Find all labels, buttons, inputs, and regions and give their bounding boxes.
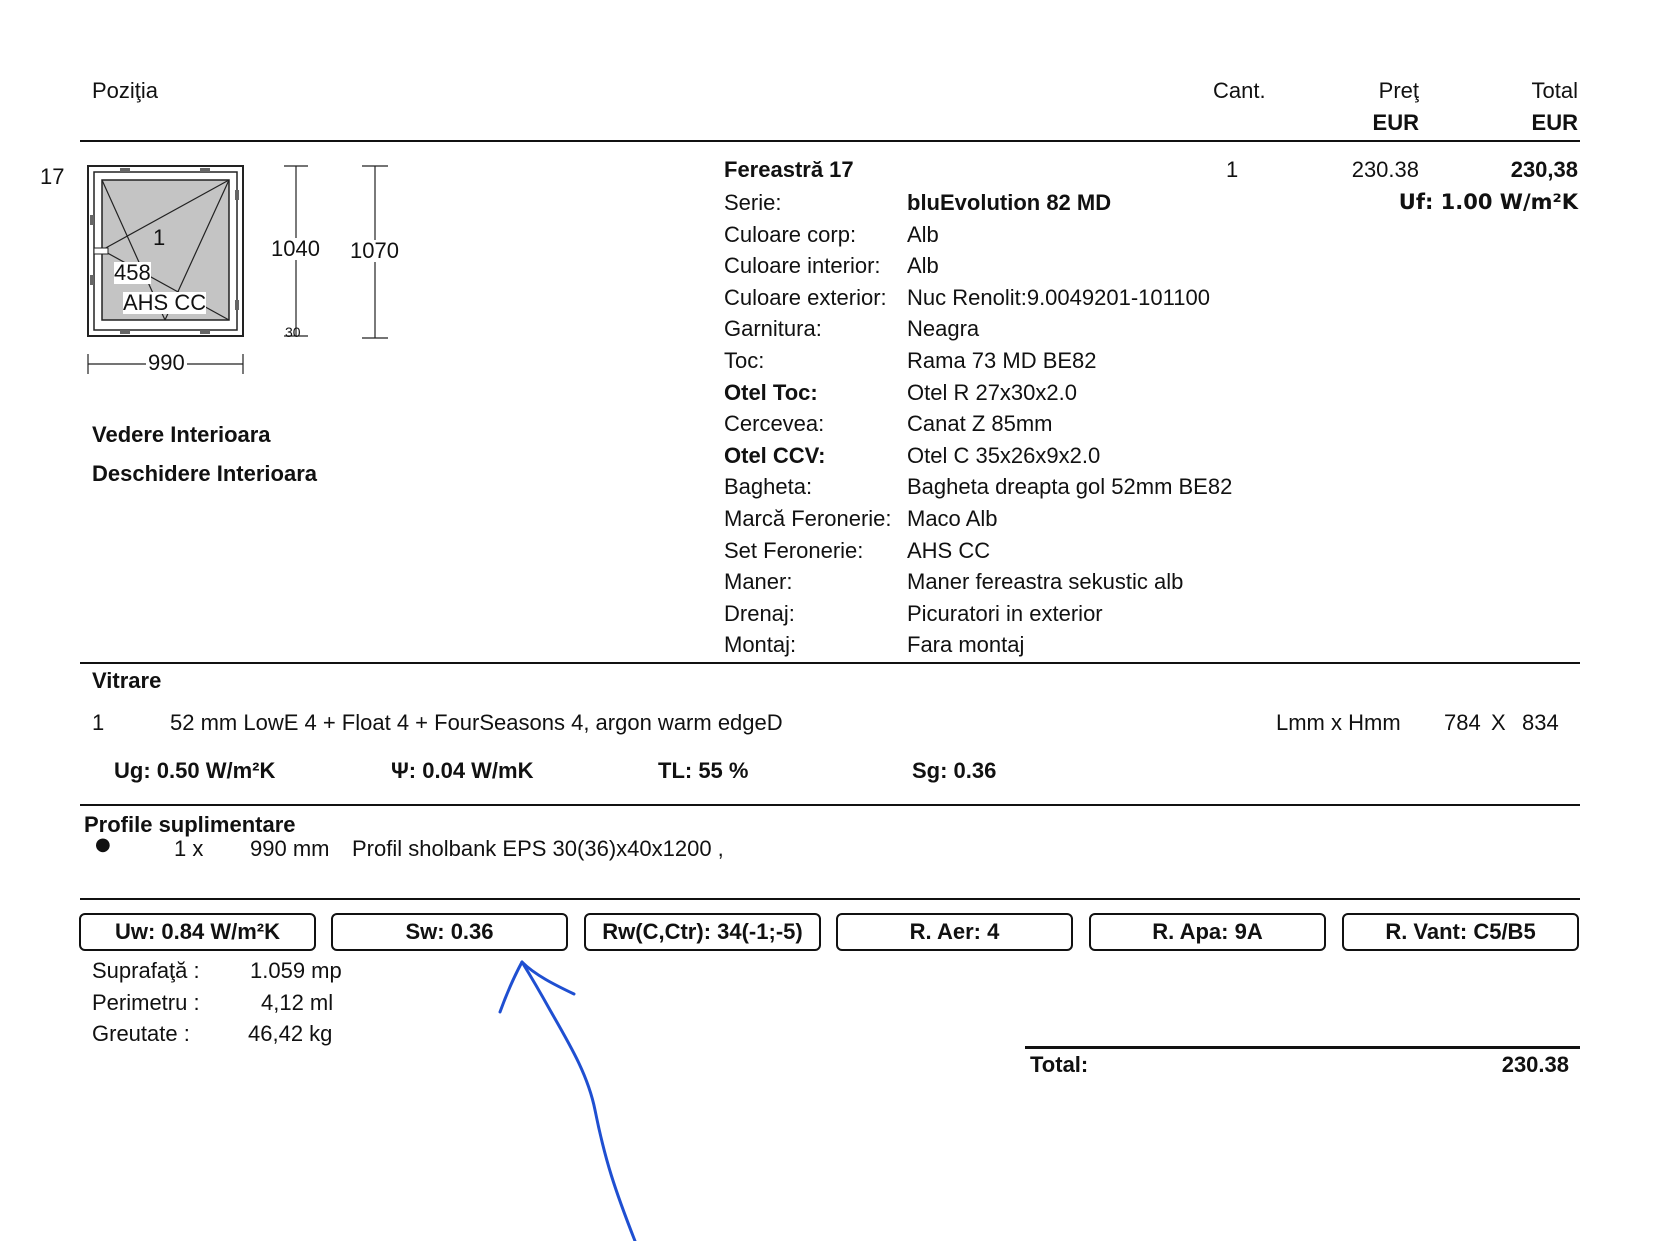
spec-label: Toc: xyxy=(724,348,765,373)
price-header: Preţ xyxy=(1378,78,1419,103)
quantity-header: Cant. xyxy=(1213,78,1266,103)
glazing-height: 834 xyxy=(1522,710,1559,735)
spec-label: Maner: xyxy=(724,569,793,595)
rw-box: Rw(C,Ctr): 34(-1;-5) xyxy=(584,913,821,951)
bullet-icon: ● xyxy=(95,834,111,855)
item-title: Fereastră 17 xyxy=(724,157,854,182)
spec-value: Maner fereastra sekustic alb xyxy=(907,569,1184,595)
spec-row xyxy=(724,569,1284,601)
ug-value: Ug: 0.50 W/m²K xyxy=(114,758,276,783)
sg-value: Sg: 0.36 xyxy=(912,758,997,783)
spec-row xyxy=(724,506,1284,538)
perimeter-value: 4,12 ml xyxy=(261,990,334,1015)
sash-number: 1 xyxy=(153,225,166,250)
spec-label: Drenaj: xyxy=(724,600,795,626)
profiles-divider xyxy=(80,898,1580,900)
spec-label: Otel Toc: xyxy=(724,379,818,405)
item-divider xyxy=(80,662,1580,664)
spec-value: Alb xyxy=(907,253,939,279)
spec-row xyxy=(724,316,1284,348)
uw-box: Uw: 0.84 W/m²K xyxy=(79,913,316,951)
spec-row xyxy=(724,285,1284,317)
spec-row xyxy=(724,538,1284,570)
sw-box: Sw: 0.36 xyxy=(331,913,568,951)
spec-value: bluEvolution 82 MD xyxy=(907,190,1112,215)
spec-value: Neagra xyxy=(907,316,980,342)
spec-row xyxy=(724,411,1284,443)
total-divider xyxy=(1025,1046,1580,1049)
spec-row xyxy=(724,632,1284,664)
profile-quantity: 1 x xyxy=(174,836,204,861)
weight-value: 46,42 kg xyxy=(248,1021,333,1046)
spec-label: Cercevea: xyxy=(724,411,825,437)
total-header: Total xyxy=(1531,78,1578,103)
spec-value: Picuratori in exterior xyxy=(907,600,1103,626)
extra-profiles-title: Profile suplimentare xyxy=(84,812,296,837)
spec-label: Montaj: xyxy=(724,632,797,658)
hardware-label: AHS CC xyxy=(123,290,207,315)
spec-row xyxy=(724,222,1284,254)
outer-height-dimension: 1070 xyxy=(350,238,399,263)
spec-value: Otel R 27x30x2.0 xyxy=(907,379,1077,405)
psi-value: Ψ: 0.04 W/mK xyxy=(391,758,534,783)
air-box: R. Aer: 4 xyxy=(836,913,1073,951)
spec-value: Otel C 35x26x9x2.0 xyxy=(907,442,1101,468)
glazing-divider xyxy=(80,804,1580,806)
position-number: 17 xyxy=(40,164,65,189)
water-box: R. Apa: 9A xyxy=(1089,913,1326,951)
perimeter-label: Perimetru : xyxy=(92,990,200,1015)
wind-box: R. Vant: C5/B5 xyxy=(1342,913,1579,951)
spec-value: Rama 73 MD BE82 xyxy=(907,348,1097,373)
spec-row xyxy=(724,601,1284,633)
weight-label: Greutate : xyxy=(92,1021,190,1046)
spec-label: Bagheta: xyxy=(724,474,813,500)
spec-label: Culoare corp: xyxy=(724,221,857,247)
item-total-price: 230,38 xyxy=(1510,157,1578,182)
spec-row xyxy=(724,253,1284,285)
spec-row xyxy=(724,348,1284,380)
tl-value: TL: 55 % xyxy=(658,758,749,783)
header-divider xyxy=(80,140,1580,142)
glazing-title: Vitrare xyxy=(92,668,162,693)
total-label: Total: xyxy=(1030,1052,1089,1077)
view-label: Vedere Interioara xyxy=(92,422,271,447)
spec-value: Fara montaj xyxy=(907,632,1025,658)
spec-list xyxy=(724,190,1324,670)
spec-row xyxy=(724,380,1284,412)
area-label: Suprafaţă : xyxy=(92,958,200,983)
spec-label: Culoare exterior: xyxy=(724,284,887,310)
spec-row xyxy=(724,443,1284,475)
spec-label: Otel CCV: xyxy=(724,442,826,468)
spec-value: Canat Z 85mm xyxy=(907,411,1053,437)
spec-value: Maco Alb xyxy=(907,506,998,531)
total-value: 230.38 xyxy=(1501,1052,1569,1077)
glazing-width: 784 xyxy=(1444,710,1481,735)
price-currency: EUR xyxy=(1372,110,1419,135)
spec-label: Culoare interior: xyxy=(724,253,881,279)
handle-height-label: 458 xyxy=(114,260,151,285)
width-dimension: 990 xyxy=(148,350,185,375)
glazing-index: 1 xyxy=(92,710,105,735)
spec-label: Serie: xyxy=(724,190,782,215)
spec-value: Bagheta dreapta gol 52mm BE82 xyxy=(907,474,1233,500)
spec-row xyxy=(724,474,1284,506)
profile-name: Profil sholbank EPS 30(36)x40x1200 , xyxy=(352,836,724,861)
spec-label: Garnitura: xyxy=(724,316,822,342)
item-quantity: 1 xyxy=(1226,157,1239,182)
sill-dimension: 30 xyxy=(285,324,301,340)
spec-value: AHS CC xyxy=(907,537,991,563)
spec-label: Set Feronerie: xyxy=(724,537,864,563)
spec-label: Marcă Feronerie: xyxy=(724,506,892,531)
profile-length: 990 mm xyxy=(250,836,330,861)
spec-row xyxy=(724,190,1284,222)
position-header: Poziţia xyxy=(92,78,159,103)
area-value: 1.059 mp xyxy=(250,958,342,983)
glazing-description: 52 mm LowE 4 + Float 4 + FourSeasons 4, argon warm edgeD xyxy=(170,710,783,735)
glazing-x: X xyxy=(1491,710,1506,735)
item-unit-price: 230.38 xyxy=(1351,157,1419,182)
opening-label: Deschidere Interioara xyxy=(92,461,317,486)
total-currency: EUR xyxy=(1531,110,1578,135)
spec-value: Nuc Renolit:9.0049201-101100 xyxy=(907,284,1210,310)
glazing-dim-label: Lmm x Hmm xyxy=(1276,710,1401,735)
uf-value: Uf: 1.00 W/m²K xyxy=(1398,190,1578,214)
spec-value: Alb xyxy=(907,221,939,247)
inner-height-dimension: 1040 xyxy=(271,236,320,261)
